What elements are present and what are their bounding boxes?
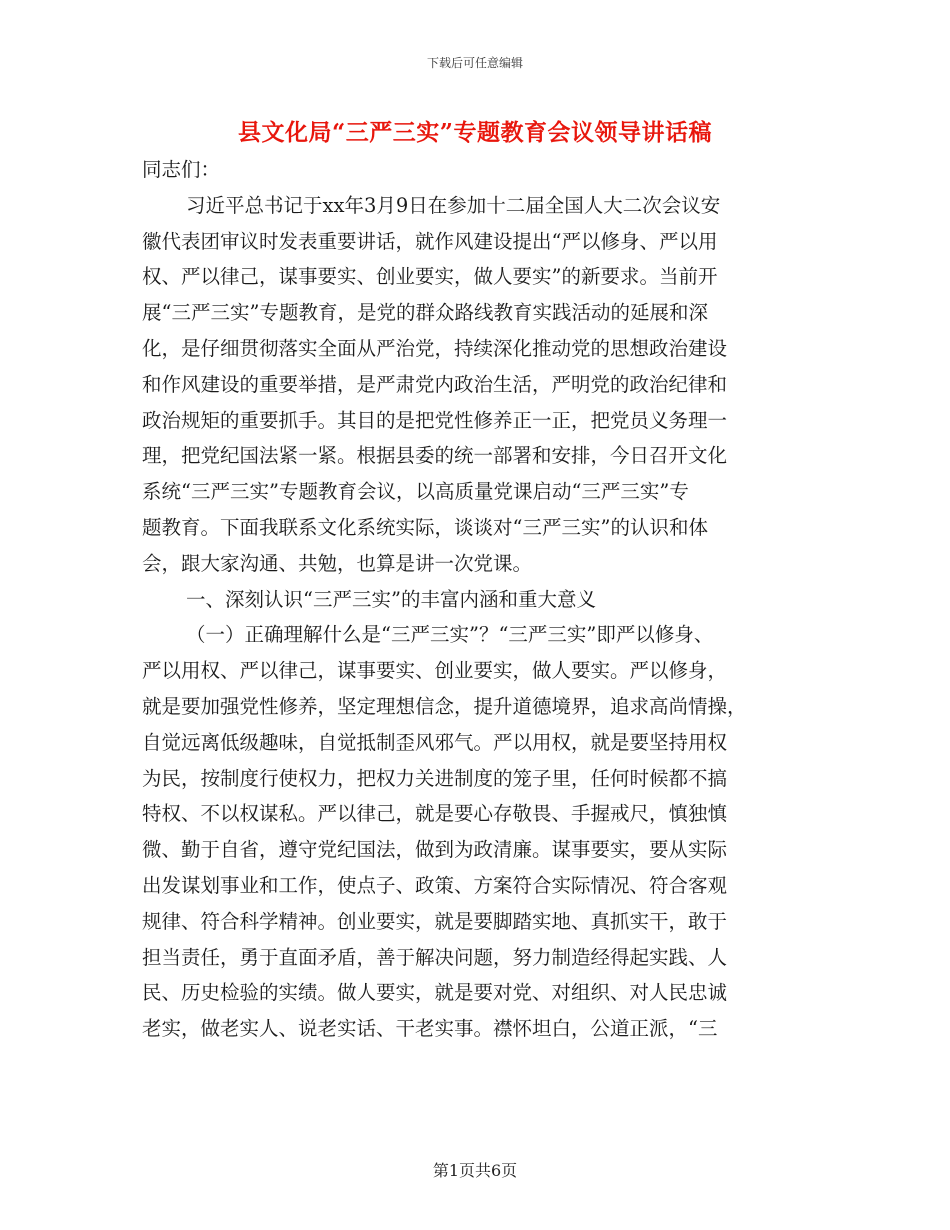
- text-line: 习近平总书记于xx年3月9日在参加十二届全国人大二次会议安: [186, 193, 721, 217]
- document-title: 县文化局“三严三实”专题教育会议领导讲话稿: [238, 119, 712, 146]
- text-line: 规律、符合科学精神。创业要实，就是要脚踏实地、真抓实干，敢于: [142, 909, 728, 933]
- salutation-line: 同志们：: [142, 158, 221, 181]
- text-line: 权、严以律己，谋事要实、创业要实，做人要实”的新要求。当前开: [142, 265, 718, 289]
- text-line: （一）正确理解什么是“三严三实”？“三严三实”即严以修身、: [186, 623, 714, 647]
- document-body: [142, 152, 810, 1047]
- text-line: 民、历史检验的实绩。做人要实，就是要对党、对组织、对人民忠诚: [142, 981, 728, 1005]
- text-line: 理，把党纪国法紧一紧。根据县委的统一部署和安排，今日召开文化: [142, 444, 728, 468]
- text-line: 题教育。下面我联系文化系统实际，谈谈对“三严三实”的认识和体: [142, 515, 708, 539]
- text-line: 出发谋划事业和工作，使点子、政策、方案符合实际情况、符合客观: [142, 873, 728, 897]
- text-line: 展“三严三实”专题教育，是党的群众路线教育实践活动的延展和深: [142, 301, 708, 325]
- text-line: 就是要加强党性修养，坚定理想信念，提升道德境界，追求高尚情操，: [142, 694, 747, 718]
- header-note: 下载后可任意编辑: [426, 56, 523, 70]
- text-line: 微、勤于自省，遵守党纪国法，做到为政清廉。谋事要实，要从实际: [142, 838, 728, 862]
- text-line: 严以用权、严以律己，谋事要实、创业要实，做人要实。严以修身，: [142, 659, 728, 683]
- text-line: 政治规矩的重要抓手。其目的是把党性修养正一正，把党员义务理一: [142, 408, 728, 432]
- text-line: 系统“三严三实”专题教育会议，以高质量党课启动“三严三实”专: [142, 480, 689, 504]
- page-number: 第1页共6页: [432, 1161, 518, 1180]
- text-line: 为民，按制度行使权力，把权力关进制度的笼子里，任何时候都不搞: [142, 766, 728, 790]
- text-line: 老实，做老实人、说老实话、干老实事。襟怀坦白，公道正派，“三: [142, 1017, 718, 1041]
- text-line: 特权、不以权谋私。严以律己，就是要心存敬畏、手握戒尺，慎独慎: [142, 802, 728, 826]
- text-line: 自觉远离低级趣味，自觉抵制歪风邪气。严以用权，就是要坚持用权: [142, 730, 728, 754]
- section-heading: 一、深刻认识“三严三实”的丰富内涵和重大意义: [186, 587, 596, 611]
- text-line: 徽代表团审议时发表重要讲话，就作风建设提出“严以修身、严以用: [142, 229, 718, 253]
- text-line: 会，跟大家沟通、共勉，也算是讲一次党课。: [142, 551, 533, 575]
- text-line: 担当责任，勇于直面矛盾，善于解决问题，努力制造经得起实践、人: [142, 945, 728, 969]
- text-line: 和作风建设的重要举措，是严肃党内政治生活，严明党的政治纪律和: [142, 372, 728, 396]
- text-line: 化，是仔细贯彻落实全面从严治党，持续深化推动党的思想政治建设: [142, 336, 728, 360]
